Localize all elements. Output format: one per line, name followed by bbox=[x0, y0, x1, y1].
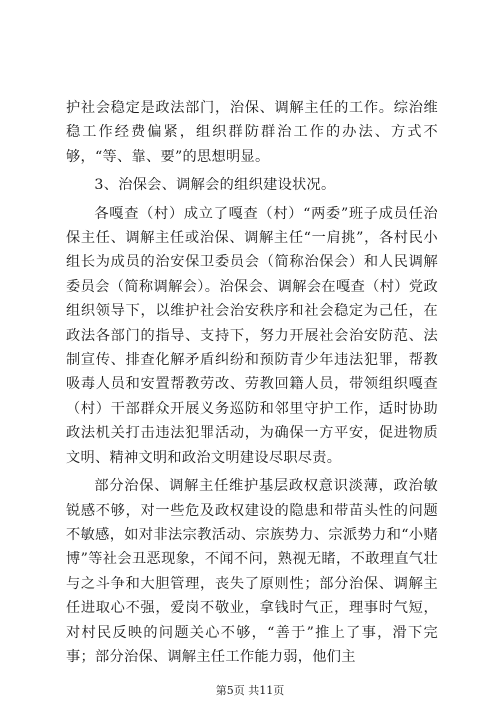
page-number-footer: 第5页 共11页 bbox=[215, 684, 285, 697]
document-body bbox=[66, 92, 438, 669]
section-heading-3: 3、治保会、调解会的组织建设状况。 bbox=[94, 177, 336, 194]
paragraph-continuation: 护社会稳定是政法部门，治保、调解主任的工作。综治维稳工作经费偏紧，组织群防群治工作的办法、方式不够，“等、靠、要”的思想明显。 bbox=[66, 100, 438, 165]
paragraph-organization: 各嘎查（村）成立了嘎查（村）“两委”班子成员任治保主任、调解主任或治保、调解主任“一肩挑”，各村民小组长为成员的治安保卫委员会（简称治保会）和人民调解委员会（简称调解会）。治保会、调解会在嘎查（村）党政组织领导下，以维护社会治安秩序和社会稳定为己任，在政法各部门的指导、支持下，努力开展社会治安防范、法制宣传、排查化解矛盾纠纷和预防青少年违法犯罪，帮教吸毒人员和安置帮教劳改、劳教回籍人员，带领组织嘎查（村）干部群众开展义务巡防和邻里守护工作，适时协助政法机关打击违法犯罪活动，为确保一方平安，促进物质文明、精神文明和政治文明建设尽职尽责。 bbox=[66, 205, 438, 466]
paragraph-problems: 部分治保、调解主任维护基层政权意识淡薄，政治敏锐感不够，对一些危及政权建设的隐患和带苗头性的问题不敏感，如对非法宗教活动、宗族势力、宗派势力和“小赌博”等社会丑恶现象，不闻不问，熟视无睹，不敢理直气壮与之斗争和大胆管理，丧失了原则性；部分治保、调解主任进取心不强，爱岗不敬业，拿钱时气正，理事时气短，对村民反映的问题关心不够，“善于”推上了事，滑下完事；部分治保、调解主任工作能力弱，他们主 bbox=[66, 478, 438, 665]
